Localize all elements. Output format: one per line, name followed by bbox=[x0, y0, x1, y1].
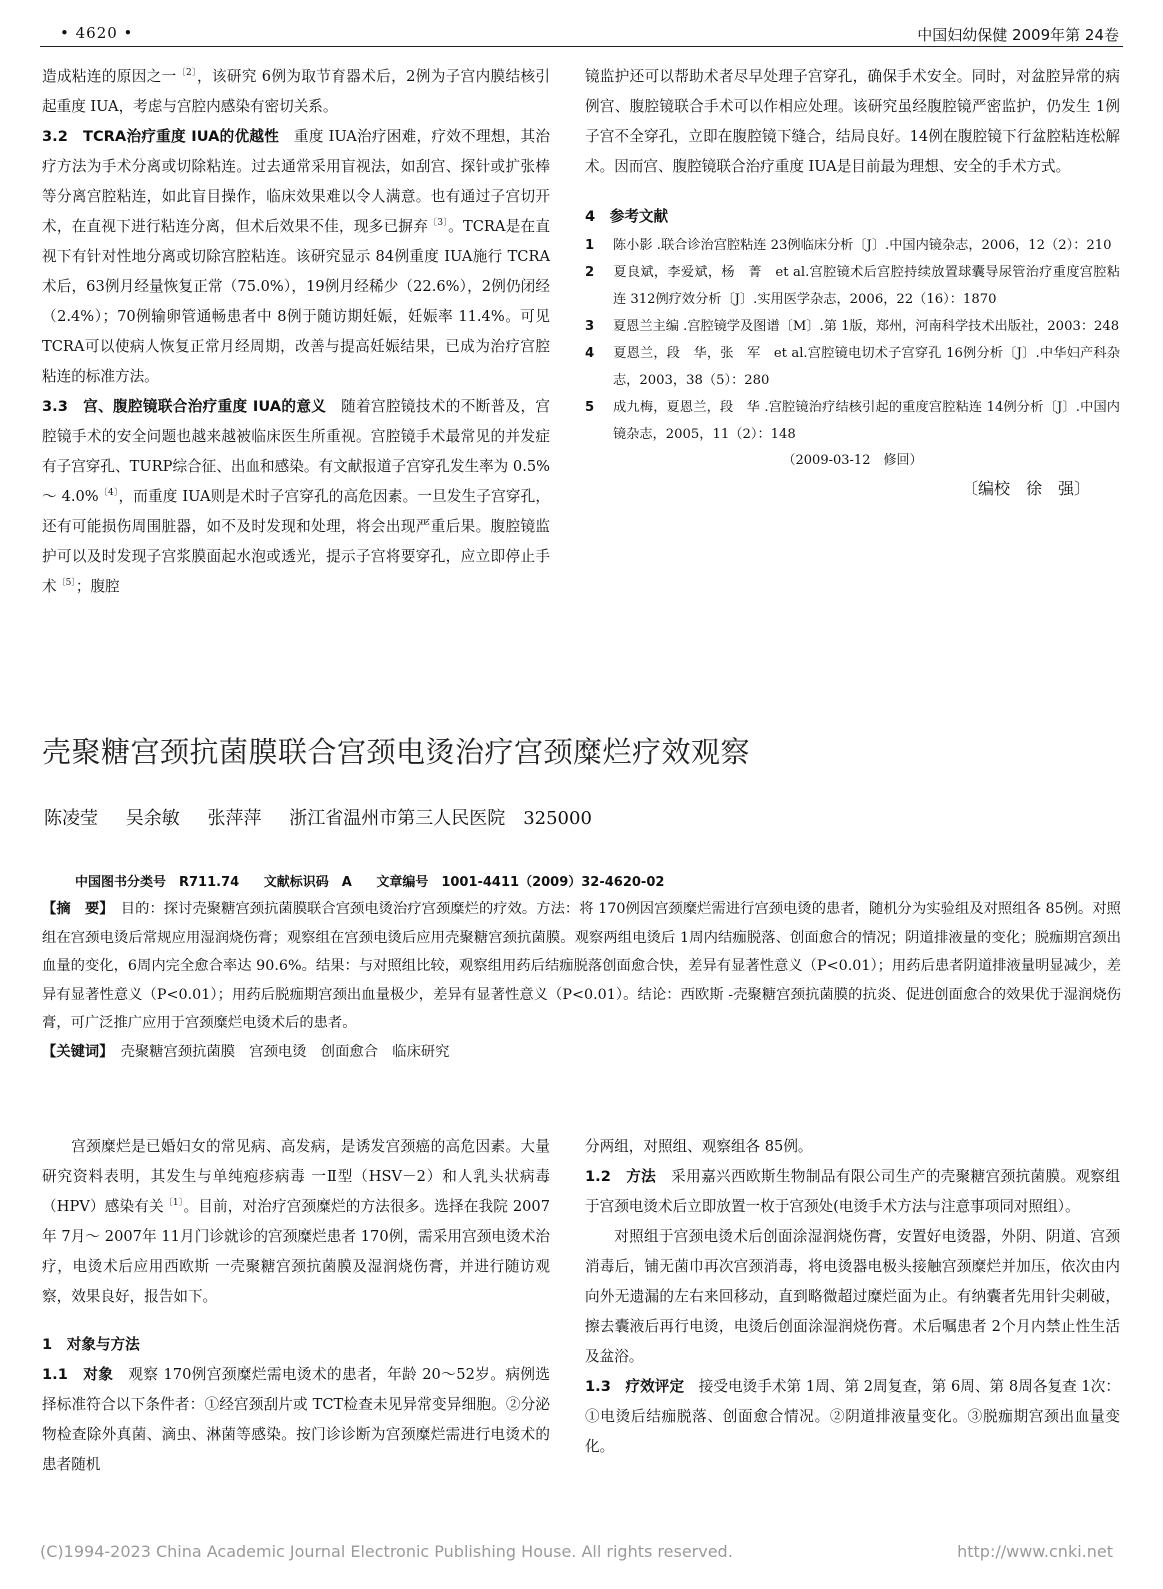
keywords-label: 【关键词】 bbox=[42, 1043, 107, 1060]
section-heading: 3.2 TCRA治疗重度 IUA的优越性 bbox=[42, 128, 280, 145]
abstract-block bbox=[42, 895, 1121, 1066]
section-heading: 3.3 宫、腹腔镜联合治疗重度 IUA的意义 bbox=[42, 398, 327, 415]
text: 接受电烫手术第 1周、第 2周复查，第 6周、第 8周各复查 1次：①电烫后结痂脱落、创面愈合情况。②阴道排液量变化。③脱痂期宫颈出血量变化。 bbox=[585, 1378, 1120, 1455]
text: 采用嘉兴西欧斯生物制品有限公司生产的壳聚糖宫颈抗菌膜。观察组于宫颈电烫术后立即放置一枚于宫颈处(电烫手术方法与注意事项同对照组）。 bbox=[585, 1168, 1120, 1215]
journal-name: 中国妇幼保健 2009年第 24卷 bbox=[917, 26, 1119, 44]
text: 宫颈糜烂是已婚妇女的常见病、高发病，是诱发宫颈癌的高危因素。大量研究资料表明，其发生与单纯疱疹病毒 一Ⅱ型（HSV－2）和人乳头状病毒（HPV）感染有关 bbox=[42, 1138, 550, 1215]
abstract bbox=[42, 895, 1121, 1038]
keywords-text: 壳聚糖宫颈抗菌膜 宫颈电烫 创面愈合 临床研究 bbox=[106, 1043, 450, 1060]
page-number: • 4620 • bbox=[60, 24, 134, 42]
reference-text: 夏恩兰主编 .宫腔镜学及图谱〔M〕.第 1版，郑州，河南科学技术出版社，2003：248 bbox=[613, 319, 1120, 334]
citation[interactable]: 〔4〕 bbox=[98, 488, 119, 499]
article-number: 文章编号 1001-4411（2009）32-4620-02 bbox=[376, 875, 665, 890]
reference-text: 夏恩兰，段 华，张 军 et al.宫腔镜电切术子宫穿孔 16例分析〔J〕.中华妇产科杂志，2003，38（5）：280 bbox=[613, 346, 1120, 388]
classification-number: 中国图书分类号 R711.74 bbox=[75, 875, 240, 890]
reference-item bbox=[585, 232, 1120, 259]
text: ；腹腔 bbox=[75, 578, 120, 595]
citation[interactable]: 〔1〕 bbox=[163, 1198, 184, 1209]
text: 造成粘连的原因之一 bbox=[42, 68, 177, 85]
text: ，该研究 6例为取节育器术后，2例为子宫内膜结核引起重度 IUA，考虑与宫腔内感染有密切关系。 bbox=[42, 68, 550, 115]
reference-text: 成九梅，夏恩兰，段 华 .宫腔镜治疗结核引起的重度宫腔粘连 14例分析〔J〕.中国内镜杂志，2005，11（2）：148 bbox=[613, 400, 1120, 442]
reference-item bbox=[585, 313, 1120, 340]
prev-article-left-column bbox=[42, 62, 550, 602]
reference-number: 1 bbox=[585, 238, 595, 253]
text: 随着宫腔镜技术的不断普及，宫腔镜手术的安全问题也越来越被临床医生所重视。宫腔镜手术最常见的并发症有子宫穿孔、TURP综合征、出血和感染。有文献报道子宫穿孔发生率为 0.5% ～ 4.0% bbox=[42, 398, 550, 505]
author: 陈凌莹 bbox=[44, 808, 98, 829]
section-heading: 1.2 方法 bbox=[585, 1168, 657, 1185]
paragraph: 分两组，对照组、观察组各 85例。 bbox=[585, 1138, 813, 1155]
reference-item bbox=[585, 340, 1120, 394]
editor-credit: 〔编校 徐 强〕 bbox=[961, 479, 1090, 498]
reference-number: 4 bbox=[585, 346, 595, 361]
document-code: 文献标识码 A bbox=[263, 875, 352, 890]
citation[interactable]: 〔3〕 bbox=[428, 218, 449, 229]
reference-text: 陈小影 .联合诊治宫腔粘连 23例临床分析〔J〕.中国内镜杂志，2006，12（2）：210 bbox=[613, 238, 1112, 253]
paragraph: 镜监护还可以帮助术者尽早处理子宫穿孔，确保手术安全。同时，对盆腔异常的病例宫、腹腔镜联合手术可以作相应处理。该研究虽经腹腔镜严密监护，仍发生 1例子宫不全穿孔，立即在腹腔镜下缝合，结局良好。14例在腹腔镜下行盆腔粘连松解术。因而宫、腹腔镜联合治疗重度 IUA是目前最为理想、安全的手术方式。 bbox=[585, 68, 1120, 175]
author: 张萍萍 bbox=[207, 808, 262, 829]
reference-text: 夏良斌，李爱斌，杨 菁 et al.宫腔镜术后宫腔持续放置球囊导尿管治疗重度宫腔粘连 312例疗效分析〔J〕.实用医学杂志，2006，22（16）：1870 bbox=[613, 265, 1120, 307]
text: 重度 IUA治疗困难，疗效不理想，其治疗方法为手术分离或切除粘连。过去通常采用盲视法，如刮宫、探针或扩张棒等分离宫腔粘连，如此盲目操作，临床效果难以令人满意。也有通过子宫切开术，在直视下进行粘连分离，但术后效果不佳，现多已摒弃 bbox=[42, 128, 550, 235]
abstract-text: 目的：探讨壳聚糖宫颈抗菌膜联合宫颈电烫治疗宫颈糜烂的疗效。方法：将 170例因宫颈糜烂需进行宫颈电烫的患者，随机分为实验组及对照组各 85例。对照组在宫颈电烫后常规应用湿润烧伤膏；观察组在宫颈电烫后应用壳聚糖宫颈抗菌膜。观察两组电烫后 1周内结痂脱落、创面愈合的情况；阴道排液量的变化；脱痂期宫颈出血量的变化，6周内完全愈合率达 90.6%。结果：与对照组比较，观察组用药后结痂脱落创面愈合快，差异有显著性意义（P<0.01）；用药后患者阴道排液量明显减少，差异有显著性意义（P<0.01）；用药后脱痂期宫颈出血量极少，差异有显著性意义（P<0.01）。结论：西欧斯 -壳聚糖宫颈抗菌膜的抗炎、促进创面愈合的效果优于湿润烧伤膏，可广泛推广应用于宫颈糜烂电烫术后的患者。 bbox=[42, 901, 1121, 1031]
reference-number: 5 bbox=[585, 400, 595, 415]
prev-article-right-column bbox=[585, 62, 1120, 504]
reference-number: 3 bbox=[585, 319, 595, 334]
author: 吴余敏 bbox=[125, 808, 180, 829]
text: 。目前，对治疗宫颈糜烂的方法很多。选择在我院 2007年 7月～ 2007年 11月门诊就诊的宫颈糜烂患者 170例，需采用宫颈电烫术治疗，电烫术后应用西欧斯 一壳聚糖宫颈抗菌膜及湿润烧伤膏，并进行随访观察，效果良好，报告如下。 bbox=[42, 1198, 550, 1305]
classification-line bbox=[75, 871, 1123, 890]
intro-paragraph bbox=[42, 1132, 550, 1312]
paragraph: 对照组于宫颈电烫术后创面涂湿润烧伤膏，安置好电烫器，外阴、阴道、宫颈消毒后，铺无菌巾再次宫颈消毒，将电烫器电极头接触宫颈糜烂并加压，依次由内向外无遗漏的左右来回移动，直到略微超过糜烂面为止。有纳囊者先用针尖刺破，擦去囊液后再行电烫，电烫后创面涂湿润烧伤膏。术后嘱患者 2个月内禁止性生活及盆浴。 bbox=[585, 1228, 1120, 1365]
page-footer bbox=[40, 1542, 1123, 1561]
citation[interactable]: 〔5〕 bbox=[56, 578, 76, 589]
copyright-notice: (C)1994-2023 China Academic Journal Electronic Publishing House. All rights reserved. bbox=[40, 1542, 733, 1561]
author-line bbox=[44, 804, 614, 830]
references-heading: 4 参考文献 bbox=[585, 208, 669, 225]
section-heading: 1.3 疗效评定 bbox=[585, 1378, 685, 1395]
section-1-3 bbox=[585, 1372, 1120, 1462]
article-title: 壳聚糖宫颈抗菌膜联合宫颈电烫治疗宫颈糜烂疗效观察 bbox=[42, 735, 751, 769]
affiliation: 浙江省温州市第三人民医院 325000 bbox=[289, 808, 592, 829]
text: ，而重度 IUA则是术时子宫穿孔的高危因素。一旦发生子宫穿孔，还有可能损伤周围脏器，如不及时发现和处理，将会出现严重后果。腹腔镜监护可以及时发现子宫浆膜面起水泡或透光，提示子宫将要穿孔，应立即停止手术 bbox=[42, 488, 550, 595]
page-header bbox=[40, 20, 1123, 47]
citation[interactable]: 〔2〕 bbox=[176, 68, 197, 79]
section-1-2 bbox=[585, 1162, 1120, 1222]
section-1-1 bbox=[42, 1360, 550, 1480]
article-right-column bbox=[585, 1132, 1120, 1462]
reference-item bbox=[585, 259, 1120, 313]
abstract-label: 【摘 要】 bbox=[42, 901, 107, 917]
section-3-2 bbox=[42, 122, 550, 392]
reference-item bbox=[585, 394, 1120, 448]
text: 观察 170例宫颈糜烂需电烫术的患者，年龄 20～52岁。病例选择标准符合以下条件者：①经宫颈刮片或 TCT检查未见异常变异细胞。②分泌物检查除外真菌、滴虫、淋菌等感染。按门诊诊断为宫颈糜烂需进行电烫术的患者随机 bbox=[42, 1366, 550, 1473]
revision-date: （2009-03-12 修回） bbox=[782, 453, 923, 468]
paragraph bbox=[42, 62, 550, 122]
section-heading: 1.1 对象 bbox=[42, 1366, 114, 1383]
section-3-3 bbox=[42, 392, 550, 602]
reference-number: 2 bbox=[585, 265, 595, 280]
article-left-column bbox=[42, 1132, 550, 1480]
text: 。TCRA是在直视下有针对性地分离或切除宫腔粘连。该研究显示 84例重度 IUA施行 TCRA术后，63例月经量恢复正常（75.0%），19例月经稀少（22.6%），2例仍闭经（2.4%）；70例输卵管通畅患者中 8例于随访期妊娠，妊娠率 11.4%。可见 TCRA可以使病人恢复正常月经周期，改善与提高妊娠结果，已成为治疗宫腔粘连的标准方法。 bbox=[42, 218, 550, 385]
section-heading: 1 对象与方法 bbox=[42, 1336, 140, 1353]
keywords bbox=[42, 1038, 1121, 1067]
footer-url[interactable]: http://www.cnki.net bbox=[957, 1542, 1113, 1561]
reference-list bbox=[585, 232, 1120, 448]
